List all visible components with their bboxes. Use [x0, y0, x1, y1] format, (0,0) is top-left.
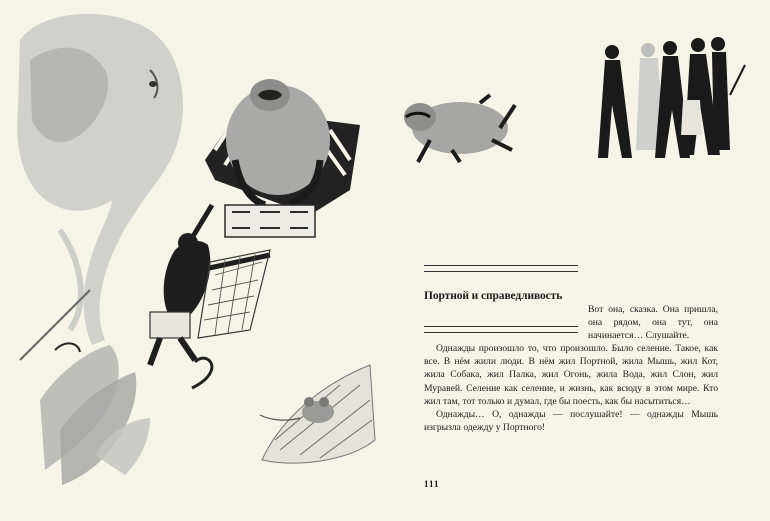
mouse-on-fabric-illustration — [260, 365, 375, 463]
story-title: Портной и справедливость — [424, 290, 563, 302]
elephant-illustration — [17, 14, 183, 345]
story-paragraph: Однажды произошло то, что произошло. Было селение. Такое, как все. В нём жили люди. В нём жил Портной, жила Мышь, жил Кот, жила Собака, жил Палка, жил Огонь, жила Вода, жил Слон, жил Муравей. Селение как селение, и жизнь, как всюду в этом мире. Кто жил там, тот только и думал, где бы поесть, как бы насытиться… — [424, 343, 718, 407]
top-double-rule — [424, 265, 578, 272]
baboon-on-seat-illustration — [205, 79, 360, 237]
running-monkey-illustration — [404, 95, 515, 162]
story-body — [424, 342, 718, 434]
bottom-double-rule — [424, 326, 578, 333]
story-paragraph: Однажды… О, однажды — послушайте! — однажды Мышь изгрызла одежду у Портного! — [424, 409, 718, 434]
story-intro: Вот она, сказка. Она пришла, она рядом, она тут, она начинается… Слушайте. — [588, 304, 718, 342]
page-number: 111 — [424, 479, 440, 489]
group-of-people-illustration — [598, 37, 745, 158]
